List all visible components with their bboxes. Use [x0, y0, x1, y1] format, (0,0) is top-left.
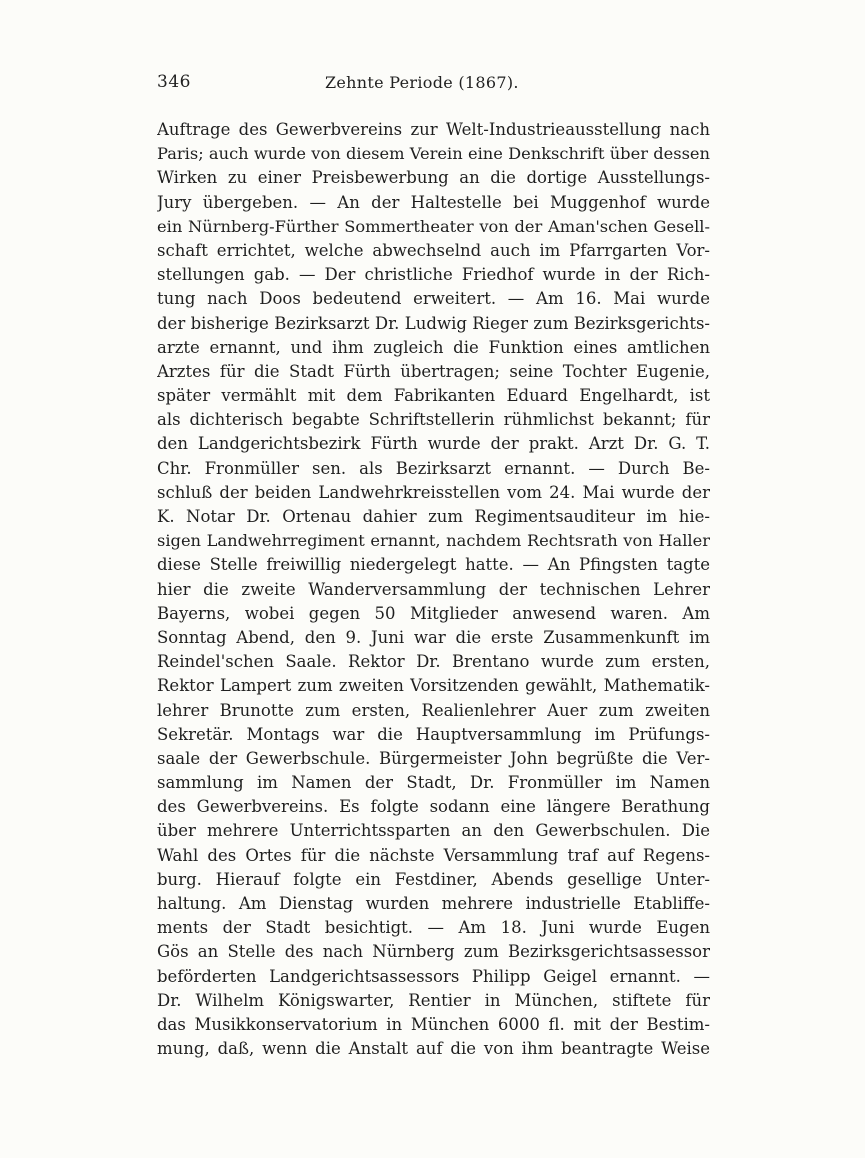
text-line: schluß der beiden Landwehrkreisstellen vom 24. Mai wurde der — [157, 482, 710, 502]
text-line: K. Notar Dr. Ortenau dahier zum Regimentsauditeur im hie- — [157, 507, 710, 526]
text-line: tung nach Doos bedeutend erweitert. — Am 16. Mai wurde — [157, 289, 710, 309]
text-line: Reindel'schen Saale. Rektor Dr. Brentano wurde zum ersten, — [157, 652, 710, 672]
text-line: als dichterisch begabte Schriftstellerin rühmlichst bekannt; für — [157, 410, 710, 430]
text-line: der bisherige Bezirksarzt Dr. Ludwig Rieger zum Bezirksgerichts- — [157, 313, 710, 333]
text-line: Wahl des Ortes für die nächste Versammlung traf auf Regens- — [157, 845, 710, 865]
text-line: arzte ernannt, und ihm zugleich die Funktion eines amtlichen — [157, 337, 710, 357]
text-line: später vermählt mit dem Fabrikanten Eduard Engelhardt, ist — [157, 386, 710, 406]
page-header — [157, 72, 710, 100]
text-line: Chr. Fronmüller sen. als Bezirksarzt ernannt. — Durch Be- — [157, 458, 710, 478]
text-line: Dr. Wilhelm Königswarter, Rentier in München, stiftete für — [157, 990, 710, 1010]
text-line: Rektor Lampert zum zweiten Vorsitzenden gewählt, Mathematik- — [157, 676, 710, 696]
text-line: hier die zweite Wanderversammlung der technischen Lehrer — [157, 579, 710, 599]
text-line: mung, daß, wenn die Anstalt auf die von ihm beantragte Weise — [157, 1039, 710, 1059]
text-line: ein Nürnberg-Fürther Sommertheater von der Aman'schen Gesell- — [157, 216, 710, 236]
text-line: Arztes für die Stadt Fürth übertragen; seine Tochter Eugenie, — [157, 361, 710, 381]
text-line: das Musikkonservatorium in München 6000 fl. mit der Bestim- — [157, 1014, 710, 1034]
text-line: stellungen gab. — Der christliche Friedhof wurde in der Rich- — [157, 265, 710, 285]
text-line: burg. Hierauf folgte ein Festdiner, Abends gesellige Unter- — [157, 869, 710, 889]
text-line: Paris; auch wurde von diesem Verein eine Denkschrift über dessen — [157, 144, 710, 164]
page-number: 346 — [157, 72, 191, 92]
text-line: beförderten Landgerichtsassessors Philipp Geigel ernannt. — — [157, 966, 710, 986]
text-line: den Landgerichtsbezirk Fürth wurde der prakt. Arzt Dr. G. T. — [157, 434, 710, 454]
text-line: Sekretär. Montags war die Hauptversammlung im Prüfungs- — [157, 724, 710, 744]
text-line: Wirken zu einer Preisbewerbung an die dortige Ausstellungs- — [157, 168, 710, 188]
text-line: Sonntag Abend, den 9. Juni war die erste Zusammenkunft im — [157, 627, 710, 647]
body-text — [157, 118, 710, 1061]
text-line: schaft errichtet, welche abwechselnd auch im Pfarrgarten Vor- — [157, 240, 710, 260]
text-line: Gös an Stelle des nach Nürnberg zum Bezirksgerichtsassessor — [157, 942, 710, 962]
text-line: diese Stelle freiwillig niedergelegt hatte. — An Pfingsten tagte — [157, 555, 710, 575]
text-line: saale der Gewerbschule. Bürgermeister John begrüßte die Ver- — [157, 748, 710, 768]
text-line: sigen Landwehrregiment ernannt, nachdem Rechtsrath von Haller — [157, 531, 710, 551]
text-line: Auftrage des Gewerbvereins zur Welt-Industrieausstellung nach — [157, 120, 710, 139]
text-line: lehrer Brunotte zum ersten, Realienlehrer Auer zum zweiten — [157, 700, 710, 720]
text-line: ments der Stadt besichtigt. — Am 18. Juni wurde Eugen — [157, 918, 710, 938]
text-line: sammlung im Namen der Stadt, Dr. Fronmüller im Namen — [157, 773, 710, 793]
text-line: des Gewerbvereins. Es folgte sodann eine längere Berathung — [157, 797, 710, 817]
text-line: über mehrere Unterrichtssparten an den Gewerbschulen. Die — [157, 821, 710, 841]
text-line: Jury übergeben. — An der Haltestelle bei Muggenhof wurde — [157, 192, 710, 212]
text-line: haltung. Am Dienstag wurden mehrere industrielle Etabliffe- — [157, 894, 710, 913]
running-head: Zehnte Periode (1867). — [325, 73, 519, 92]
text-line: Bayerns, wobei gegen 50 Mitglieder anwesend waren. Am — [157, 603, 710, 623]
